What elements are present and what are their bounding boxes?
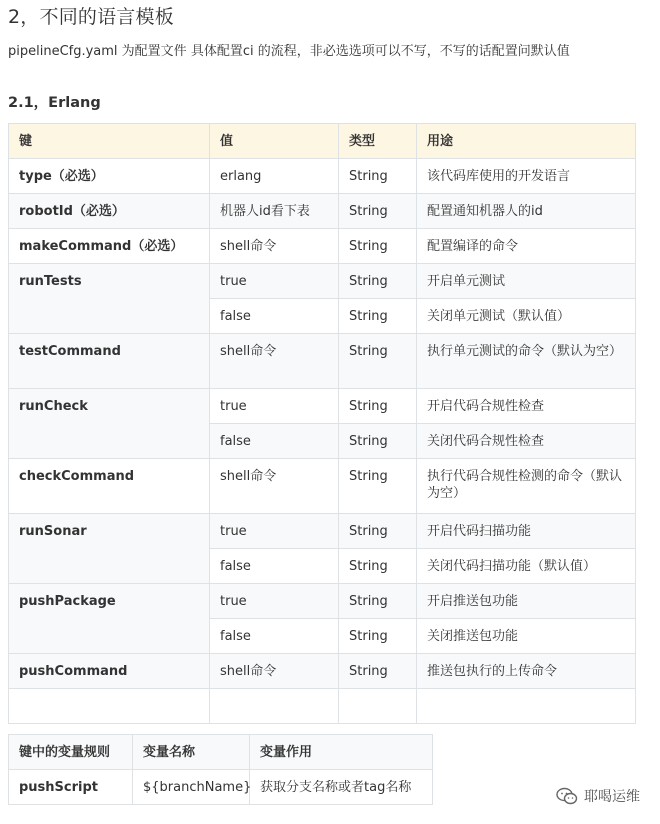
row-usage: 配置通知机器人的id — [417, 194, 636, 229]
row-type: String — [339, 424, 417, 459]
empty-cell — [417, 689, 636, 724]
row-type: String — [339, 159, 417, 194]
table-row — [9, 229, 636, 264]
table-row — [9, 194, 636, 229]
row-type: String — [339, 584, 417, 619]
row-value: false — [210, 424, 339, 459]
header-var-rule: 键中的变量规则 — [9, 735, 133, 770]
row-key: runCheck — [9, 389, 210, 459]
row-key: makeCommand（必选） — [9, 229, 210, 264]
row-type: String — [339, 514, 417, 549]
row-usage: 开启推送包功能 — [417, 584, 636, 619]
row-key: checkCommand — [9, 459, 210, 514]
row-key: pushPackage — [9, 584, 210, 654]
row-key: runTests — [9, 264, 210, 334]
var-key: pushScript — [9, 770, 133, 805]
table-row — [9, 584, 636, 619]
row-usage: 关闭单元测试（默认值） — [417, 299, 636, 334]
table-row — [9, 459, 636, 514]
watermark — [556, 786, 640, 806]
var-purpose: 获取分支名称或者tag名称 — [250, 770, 433, 805]
row-value: true — [210, 514, 339, 549]
header-var-purpose: 变量作用 — [250, 735, 433, 770]
row-type: String — [339, 654, 417, 689]
row-type: String — [339, 459, 417, 514]
row-type: String — [339, 299, 417, 334]
header-var-name: 变量名称 — [133, 735, 250, 770]
empty-cell — [210, 689, 339, 724]
table-header-row — [9, 124, 636, 159]
row-value: false — [210, 299, 339, 334]
row-value: erlang — [210, 159, 339, 194]
row-value: true — [210, 389, 339, 424]
row-usage: 关闭推送包功能 — [417, 619, 636, 654]
table-header-row — [9, 735, 433, 770]
row-usage: 开启代码合规性检查 — [417, 389, 636, 424]
table-row — [9, 159, 636, 194]
row-key: robotId（必选） — [9, 194, 210, 229]
variable-rules-table — [8, 734, 433, 805]
row-value: false — [210, 549, 339, 584]
table-row — [9, 770, 433, 805]
header-type: 类型 — [339, 124, 417, 159]
erlang-config-table — [8, 123, 636, 724]
row-value: shell命令 — [210, 654, 339, 689]
row-usage: 关闭代码扫描功能（默认值） — [417, 549, 636, 584]
row-usage: 开启代码扫描功能 — [417, 514, 636, 549]
table-row — [9, 514, 636, 549]
var-name: ${branchName} — [133, 770, 250, 805]
row-usage: 执行单元测试的命令（默认为空） — [417, 334, 636, 389]
row-key: pushCommand — [9, 654, 210, 689]
empty-cell — [9, 689, 210, 724]
row-value: shell命令 — [210, 459, 339, 514]
row-usage: 关闭代码合规性检查 — [417, 424, 636, 459]
row-type: String — [339, 549, 417, 584]
subsection-heading: 2.1，Erlang — [8, 95, 101, 111]
row-type: String — [339, 264, 417, 299]
row-key: testCommand — [9, 334, 210, 389]
section-heading: 2，不同的语言模板 — [8, 6, 174, 28]
header-value: 值 — [210, 124, 339, 159]
row-key: runSonar — [9, 514, 210, 584]
row-value: true — [210, 264, 339, 299]
row-usage: 执行代码合规性检测的命令（默认为空） — [417, 459, 636, 514]
empty-cell — [339, 689, 417, 724]
header-key: 键 — [9, 124, 210, 159]
row-value: shell命令 — [210, 334, 339, 389]
header-usage: 用途 — [417, 124, 636, 159]
table-row — [9, 264, 636, 299]
row-value: false — [210, 619, 339, 654]
row-type: String — [339, 334, 417, 389]
row-value: shell命令 — [210, 229, 339, 264]
table-row-empty — [9, 689, 636, 724]
intro-paragraph: pipelineCfg.yaml 为配置文件 具体配置ci 的流程，非必选选项可以不写，不写的话配置问默认值 — [8, 44, 570, 59]
row-usage: 配置编译的命令 — [417, 229, 636, 264]
wechat-icon — [556, 787, 578, 805]
row-type: String — [339, 389, 417, 424]
table-row — [9, 654, 636, 689]
row-type: String — [339, 194, 417, 229]
row-key: type（必选） — [9, 159, 210, 194]
row-value: 机器人id看下表 — [210, 194, 339, 229]
row-usage: 开启单元测试 — [417, 264, 636, 299]
table-row — [9, 389, 636, 424]
watermark-text: 耶喝运维 — [584, 789, 640, 805]
row-type: String — [339, 229, 417, 264]
row-value: true — [210, 584, 339, 619]
row-usage: 该代码库使用的开发语言 — [417, 159, 636, 194]
table-row — [9, 334, 636, 389]
row-usage: 推送包执行的上传命令 — [417, 654, 636, 689]
row-type: String — [339, 619, 417, 654]
